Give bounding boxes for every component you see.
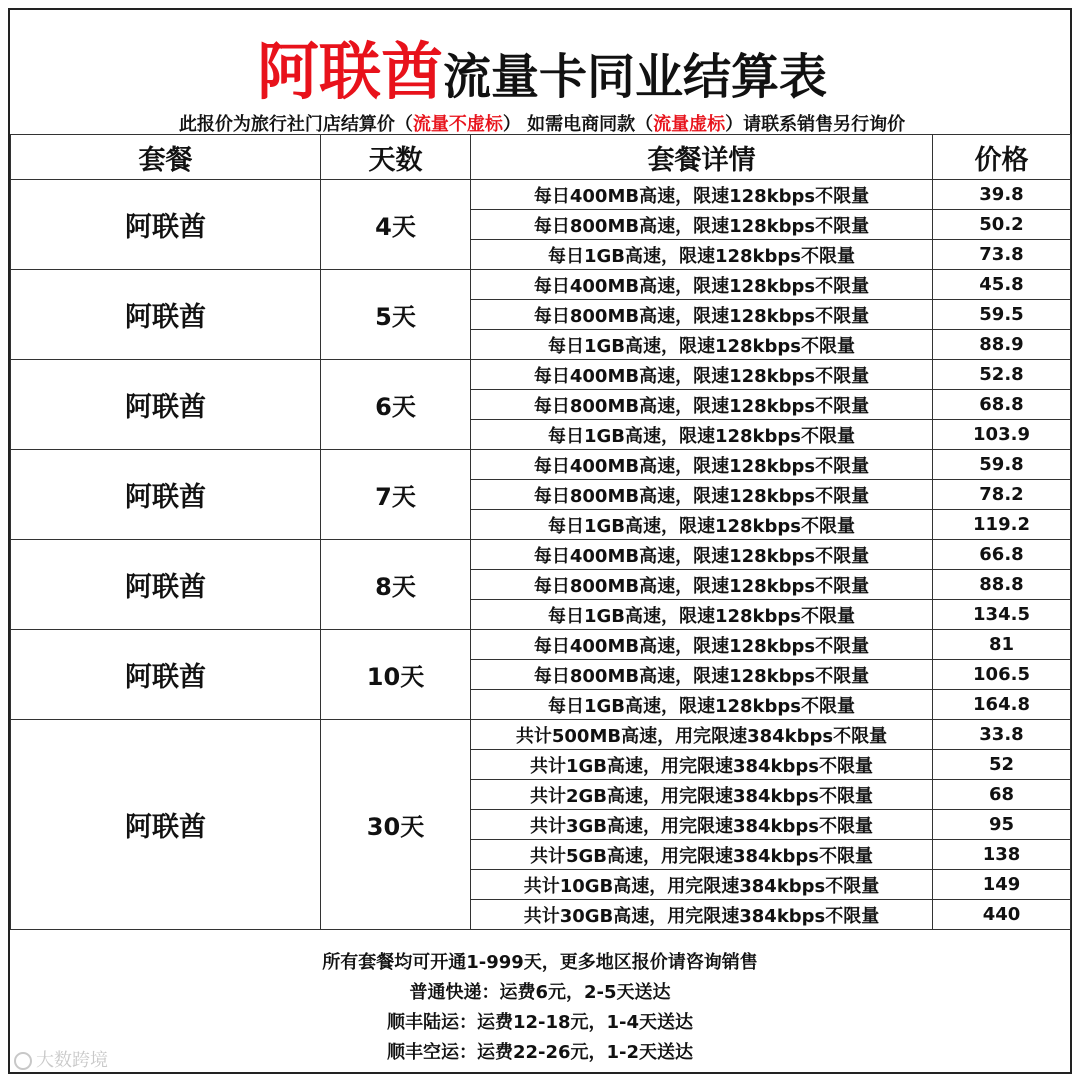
- title-brand: 阿联酋: [256, 35, 443, 108]
- subtitle-highlight-2: 流量虚标: [653, 114, 726, 135]
- detail-cell: 每日1GB高速，限速128kbps不限量: [471, 330, 933, 360]
- price-cell: 138: [933, 840, 1071, 870]
- footer-line: 顺丰陆运：运费12-18元，1-4天送达: [386, 1012, 694, 1033]
- detail-cell: 每日400MB高速，限速128kbps不限量: [471, 360, 933, 390]
- table-header-row: [11, 135, 1071, 180]
- detail-cell: 每日1GB高速，限速128kbps不限量: [471, 600, 933, 630]
- detail-cell: 每日1GB高速，限速128kbps不限量: [471, 420, 933, 450]
- detail-cell: 每日800MB高速，限速128kbps不限量: [471, 390, 933, 420]
- price-cell: 50.2: [933, 210, 1071, 240]
- price-cell: 73.8: [933, 240, 1071, 270]
- days-cell: 10天: [321, 630, 471, 720]
- watermark-logo-icon: [14, 1052, 32, 1070]
- price-cell: 39.8: [933, 180, 1071, 210]
- price-table: [10, 134, 1071, 930]
- package-name-cell: 阿联酋: [11, 720, 321, 930]
- detail-cell: 每日800MB高速，限速128kbps不限量: [471, 300, 933, 330]
- header-price: 价格: [933, 135, 1071, 180]
- price-cell: 149: [933, 870, 1071, 900]
- subtitle-part3: ）请联系销售另行询价: [725, 114, 906, 135]
- price-cell: 52: [933, 750, 1071, 780]
- detail-cell: 每日400MB高速，限速128kbps不限量: [471, 180, 933, 210]
- detail-cell: 每日1GB高速，限速128kbps不限量: [471, 240, 933, 270]
- package-name-cell: 阿联酋: [11, 360, 321, 450]
- price-cell: 134.5: [933, 600, 1071, 630]
- price-cell: 119.2: [933, 510, 1071, 540]
- price-cell: 164.8: [933, 690, 1071, 720]
- package-name-cell: 阿联酋: [11, 450, 321, 540]
- page-title: [10, 22, 1074, 111]
- price-cell: 66.8: [933, 540, 1071, 570]
- detail-cell: 每日400MB高速，限速128kbps不限量: [471, 540, 933, 570]
- table-row: [11, 540, 1071, 570]
- days-cell: 6天: [321, 360, 471, 450]
- price-sheet: [8, 8, 1072, 1074]
- price-cell: 59.5: [933, 300, 1071, 330]
- detail-cell: 每日800MB高速，限速128kbps不限量: [471, 660, 933, 690]
- detail-cell: 每日1GB高速，限速128kbps不限量: [471, 690, 933, 720]
- package-name-cell: 阿联酋: [11, 180, 321, 270]
- detail-cell: 每日800MB高速，限速128kbps不限量: [471, 570, 933, 600]
- header-days: 天数: [321, 135, 471, 180]
- price-cell: 88.9: [933, 330, 1071, 360]
- table-row: [11, 270, 1071, 300]
- detail-cell: 共计1GB高速，用完限速384kbps不限量: [471, 750, 933, 780]
- price-cell: 45.8: [933, 270, 1071, 300]
- detail-cell: 共计5GB高速，用完限速384kbps不限量: [471, 840, 933, 870]
- header-package: 套餐: [11, 135, 321, 180]
- detail-cell: 共计500MB高速，用完限速384kbps不限量: [471, 720, 933, 750]
- detail-cell: 每日1GB高速，限速128kbps不限量: [471, 510, 933, 540]
- package-name-cell: 阿联酋: [11, 540, 321, 630]
- subtitle-part1: 此报价为旅行社门店结算价（: [178, 114, 413, 135]
- package-name-cell: 阿联酋: [11, 270, 321, 360]
- price-cell: 33.8: [933, 720, 1071, 750]
- days-cell: 7天: [321, 450, 471, 540]
- table-row: [11, 630, 1071, 660]
- price-cell: 68: [933, 780, 1071, 810]
- price-cell: 88.8: [933, 570, 1071, 600]
- days-cell: 5天: [321, 270, 471, 360]
- watermark-text: 大数跨境: [36, 1050, 108, 1071]
- subtitle-highlight-1: 流量不虚标: [412, 114, 503, 135]
- days-cell: 8天: [321, 540, 471, 630]
- detail-cell: 共计10GB高速，用完限速384kbps不限量: [471, 870, 933, 900]
- footer-line: 顺丰空运：运费22-26元，1-2天送达: [386, 1042, 694, 1063]
- detail-cell: 每日400MB高速，限速128kbps不限量: [471, 630, 933, 660]
- detail-cell: 共计3GB高速，用完限速384kbps不限量: [471, 810, 933, 840]
- footer-notes: [10, 948, 1070, 1068]
- price-cell: 78.2: [933, 480, 1071, 510]
- detail-cell: 每日400MB高速，限速128kbps不限量: [471, 450, 933, 480]
- price-cell: 52.8: [933, 360, 1071, 390]
- watermark: [14, 1046, 108, 1072]
- detail-cell: 共计2GB高速，用完限速384kbps不限量: [471, 780, 933, 810]
- footer-line: 普通快递：运费6元，2-5天送达: [409, 982, 671, 1003]
- package-name-cell: 阿联酋: [11, 630, 321, 720]
- days-cell: 4天: [321, 180, 471, 270]
- price-cell: 103.9: [933, 420, 1071, 450]
- price-cell: 81: [933, 630, 1071, 660]
- table-row: [11, 720, 1071, 750]
- price-cell: 95: [933, 810, 1071, 840]
- title-rest: 流量卡同业结算表: [443, 49, 828, 105]
- footer-line: 所有套餐均可开通1-999天，更多地区报价请咨询销售: [322, 952, 758, 973]
- detail-cell: 每日800MB高速，限速128kbps不限量: [471, 210, 933, 240]
- days-cell: 30天: [321, 720, 471, 930]
- price-cell: 68.8: [933, 390, 1071, 420]
- table-row: [11, 180, 1071, 210]
- detail-cell: 每日400MB高速，限速128kbps不限量: [471, 270, 933, 300]
- detail-cell: 每日800MB高速，限速128kbps不限量: [471, 480, 933, 510]
- table-row: [11, 360, 1071, 390]
- header-details: 套餐详情: [471, 135, 933, 180]
- subtitle-part2: ） 如需电商同款（: [502, 114, 654, 135]
- table-body: [11, 180, 1071, 930]
- price-cell: 106.5: [933, 660, 1071, 690]
- detail-cell: 共计30GB高速，用完限速384kbps不限量: [471, 900, 933, 930]
- table-row: [11, 450, 1071, 480]
- subtitle: [10, 110, 1074, 136]
- price-cell: 59.8: [933, 450, 1071, 480]
- price-cell: 440: [933, 900, 1071, 930]
